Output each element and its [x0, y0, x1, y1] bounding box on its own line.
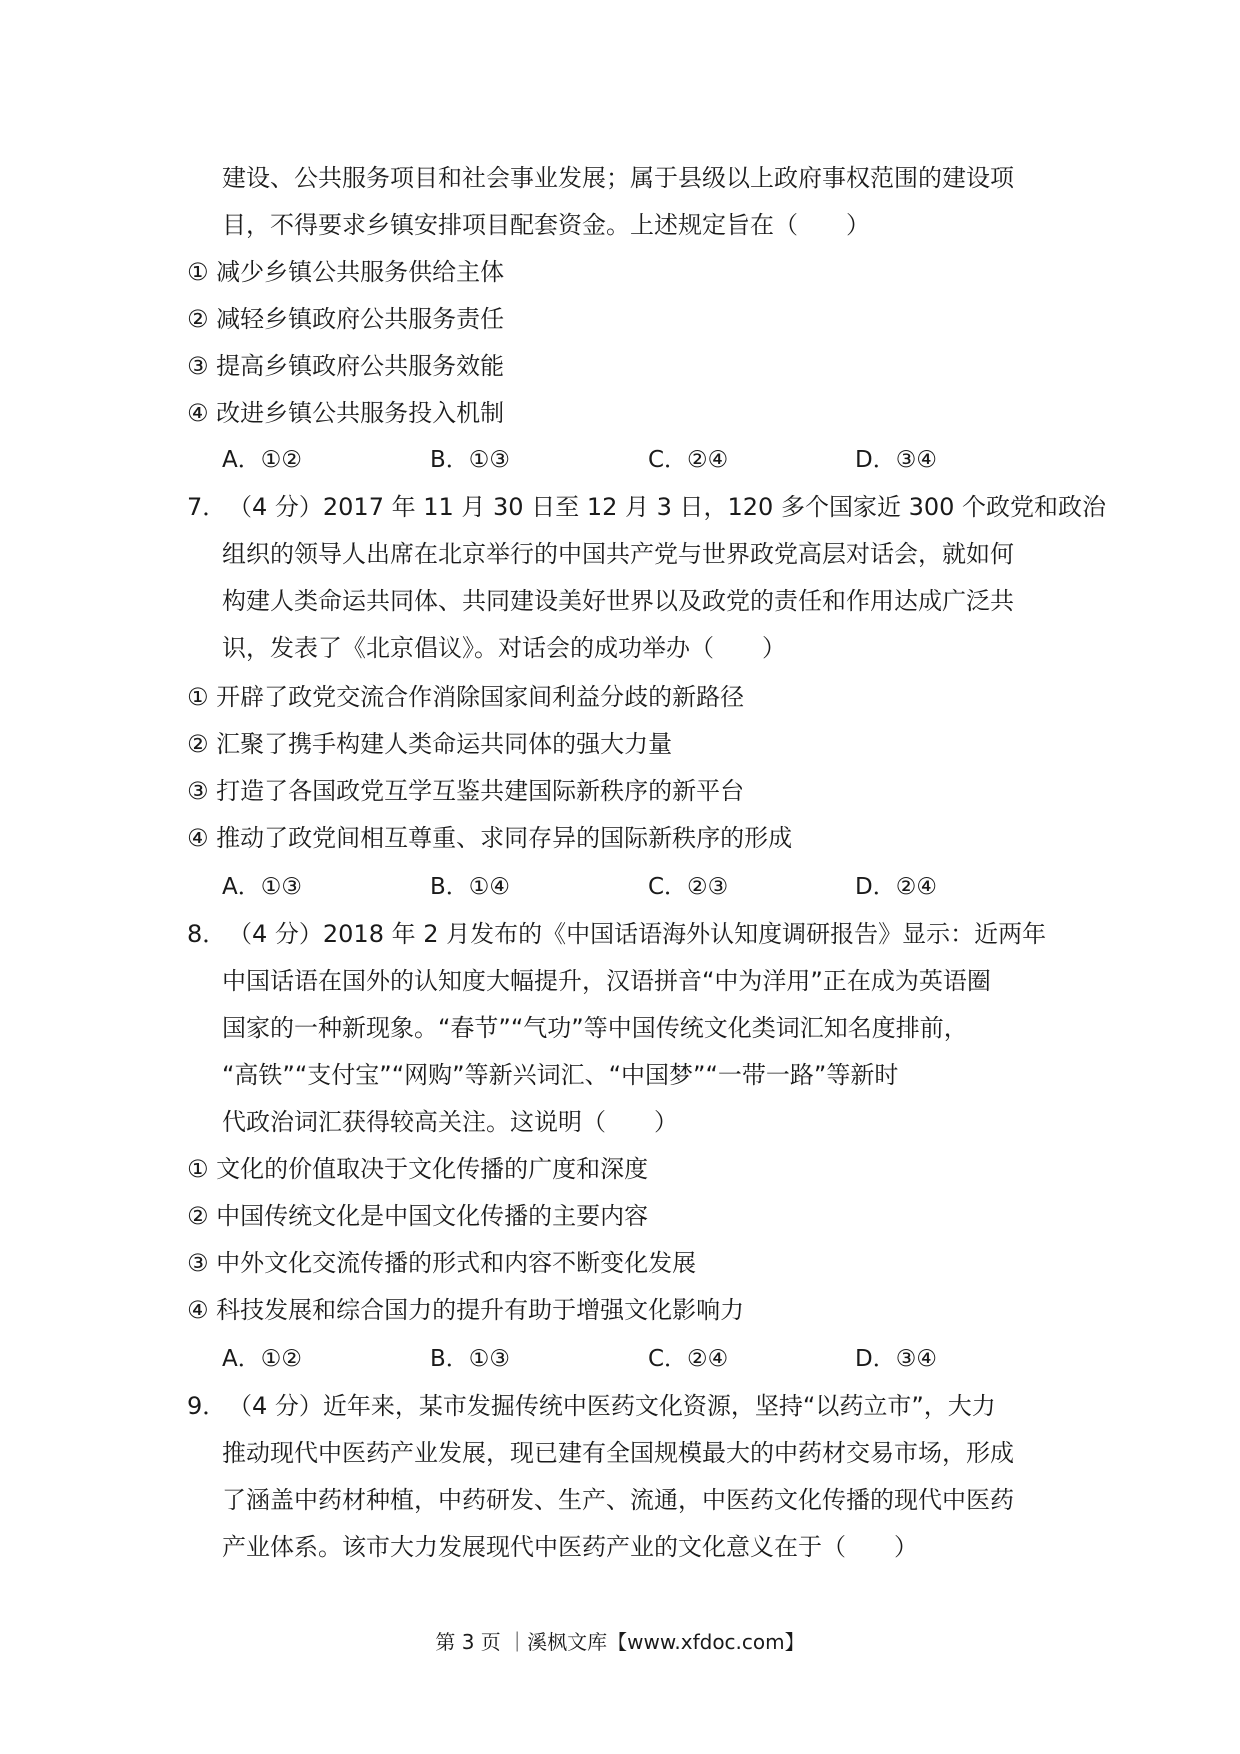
q7-choice-d: D．②④	[855, 874, 937, 900]
q8-option: ④ 科技发展和综合国力的提升有助于增强文化影响力	[187, 1296, 745, 1324]
q7-number: 7．	[187, 493, 227, 521]
q7-option: ② 汇聚了携手构建人类命运共同体的强大力量	[187, 730, 673, 758]
q8-stem-line: 代政治词汇获得较高关注。这说明（ ）	[222, 1108, 678, 1136]
q8-choice-a: A．①②	[222, 1346, 302, 1372]
q8-option: ② 中国传统文化是中国文化传播的主要内容	[187, 1202, 649, 1230]
q7-option: ③ 打造了各国政党互学互鉴共建国际新秩序的新平台	[187, 777, 745, 805]
q8-stem-line: “高铁”“支付宝”“网购”等新兴词汇、“中国梦”“一带一路”等新时	[222, 1061, 899, 1089]
q9-stem-line: 了涵盖中药材种植，中药研发、生产、流通，中医药文化传播的现代中医药	[222, 1486, 1014, 1514]
q6-option: ① 减少乡镇公共服务供给主体	[187, 258, 505, 286]
q7-option: ④ 推动了政党间相互尊重、求同存异的国际新秩序的形成	[187, 824, 793, 852]
q6-option: ② 减轻乡镇政府公共服务责任	[187, 305, 505, 333]
q9-stem-line: （4 分）近年来，某市发掘传统中医药文化资源，坚持“以药立市”，大力	[228, 1392, 996, 1420]
q8-option: ③ 中外文化交流传播的形式和内容不断变化发展	[187, 1249, 697, 1277]
page-footer: 第 3 页 ｜溪枫文库【www.xfdoc.com】	[435, 1630, 805, 1654]
q8-choice-d: D．③④	[855, 1346, 937, 1372]
q9-number: 9．	[187, 1392, 227, 1420]
q8-stem-line: 国家的一种新现象。“春节”“气功”等中国传统文化类词汇知名度排前，	[222, 1014, 968, 1042]
q6-choice-b: B．①③	[430, 447, 511, 473]
q9-stem-line: 推动现代中医药产业发展，现已建有全国规模最大的中药材交易市场，形成	[222, 1439, 1014, 1467]
q6-stem-line: 建设、公共服务项目和社会事业发展；属于县级以上政府事权范围的建设项	[222, 164, 1014, 192]
q7-stem-line: 组织的领导人出席在北京举行的中国共产党与世界政党高层对话会，就如何	[222, 540, 1014, 568]
q7-choice-a: A．①③	[222, 874, 302, 900]
q7-stem-line: 识，发表了《北京倡议》。对话会的成功举办（ ）	[222, 634, 786, 662]
q6-choice-a: A．①②	[222, 447, 302, 473]
q8-number: 8．	[187, 920, 227, 948]
q6-option: ③ 提高乡镇政府公共服务效能	[187, 352, 505, 380]
q7-stem-line: （4 分）2017 年 11 月 30 日至 12 月 3 日，120 多个国家近 300 个政党和政治	[228, 493, 1107, 521]
q8-stem-line: （4 分）2018 年 2 月发布的《中国话语海外认知度调研报告》显示：近两年	[228, 920, 1047, 948]
q8-choice-b: B．①③	[430, 1346, 511, 1372]
q7-option: ① 开辟了政党交流合作消除国家间利益分歧的新路径	[187, 683, 745, 711]
q6-choice-d: D．③④	[855, 447, 937, 473]
q7-choice-c: C．②③	[648, 874, 729, 900]
q7-stem-line: 构建人类命运共同体、共同建设美好世界以及政党的责任和作用达成广泛共	[222, 587, 1014, 615]
q8-choice-c: C．②④	[648, 1346, 729, 1372]
q8-option: ① 文化的价值取决于文化传播的广度和深度	[187, 1155, 649, 1183]
q6-option: ④ 改进乡镇公共服务投入机制	[187, 399, 505, 427]
q9-stem-line: 产业体系。该市大力发展现代中医药产业的文化意义在于（ ）	[222, 1533, 918, 1561]
q7-choice-b: B．①④	[430, 874, 511, 900]
q6-choice-c: C．②④	[648, 447, 729, 473]
q6-stem-line: 目，不得要求乡镇安排项目配套资金。上述规定旨在（ ）	[222, 211, 870, 239]
q8-stem-line: 中国话语在国外的认知度大幅提升，汉语拼音“中为洋用”正在成为英语圈	[222, 967, 991, 995]
